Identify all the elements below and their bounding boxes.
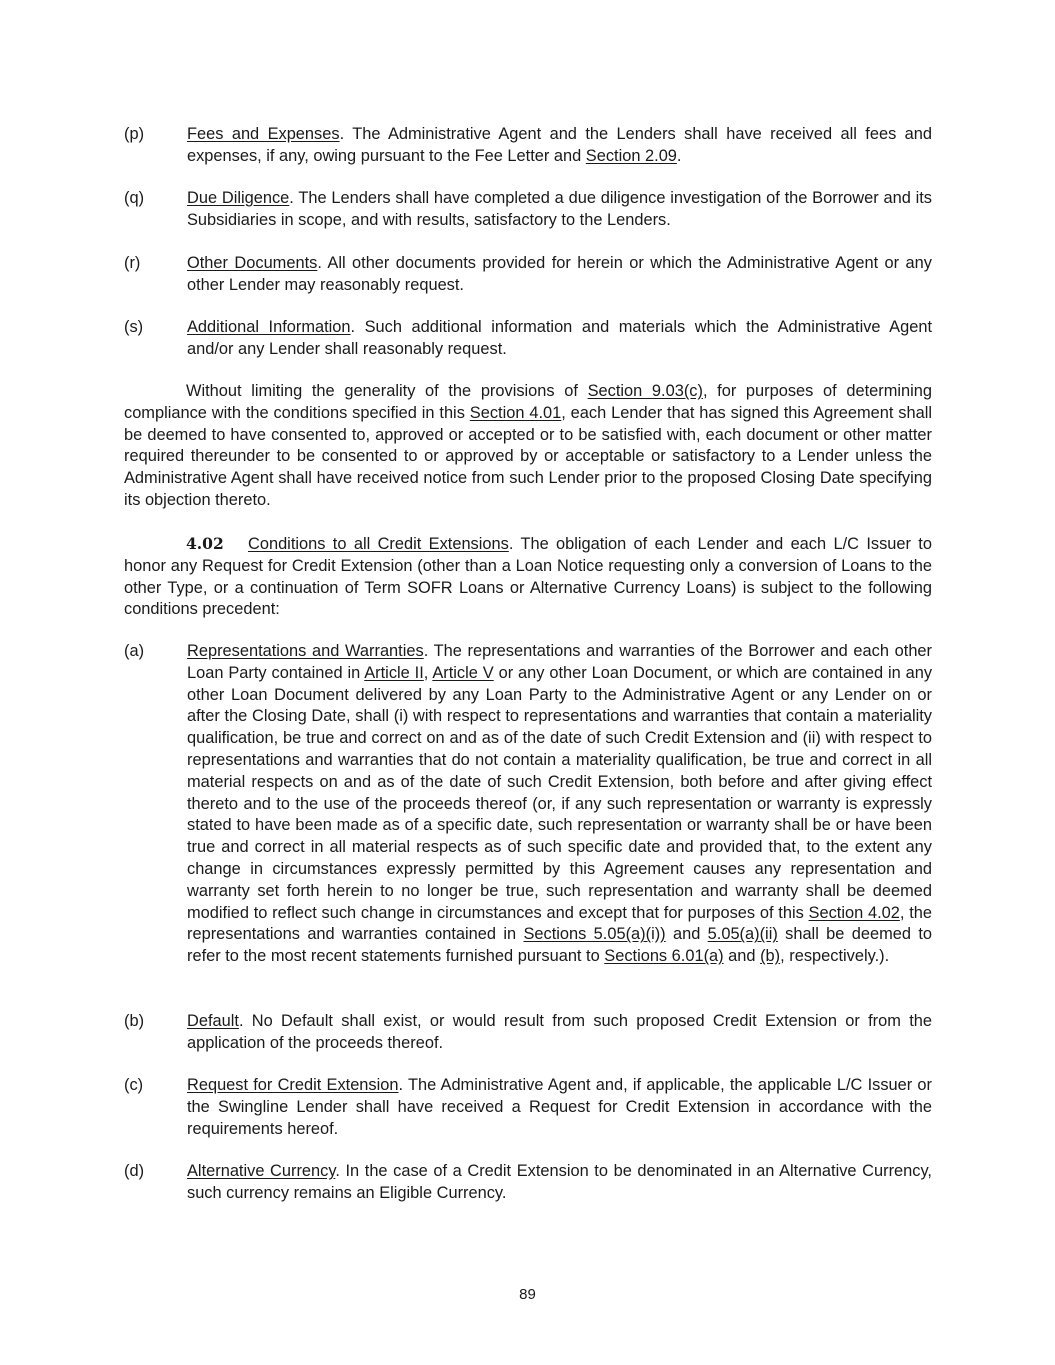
clause-marker: (q) <box>124 189 145 207</box>
section-reference: Section 9.03(c) <box>587 382 703 400</box>
clause-s: (s) Additional Information. Such additional information and materials which the Administrative Agent and/or any Lender shall reasonably request. <box>187 317 932 361</box>
clause-marker: (d) <box>124 1162 145 1180</box>
section-reference: 5.05(a)(ii) <box>707 925 778 944</box>
section-reference: Sections 5.05(a)(i)) <box>523 925 666 944</box>
section-heading: Conditions to all Credit Extensions <box>248 535 509 553</box>
clause-b: (b) Default. No Default shall exist, or would result from such proposed Credit Extension or from the application of the proceeds thereof. <box>187 1011 932 1055</box>
section-reference: (b) <box>760 947 781 966</box>
section-reference: Section 4.02 <box>808 903 900 922</box>
clause-heading: Other Documents <box>187 254 318 272</box>
section-reference: Sections 6.01(a) <box>604 947 724 966</box>
clause-marker: (b) <box>124 1012 145 1030</box>
section-reference: Section 2.09 <box>585 146 677 165</box>
clause-marker: (p) <box>124 125 145 143</box>
page-number: 89 <box>519 1286 536 1303</box>
clause-heading: Alternative Currency <box>187 1162 336 1180</box>
clause-q: (q) Due Diligence. The Lenders shall have completed a due diligence investigation of the Borrower and its Subsidiaries in scope, and with results, satisfactory to the Lenders. <box>187 188 932 232</box>
clause-heading: Fees and Expenses <box>187 125 340 143</box>
section-reference: Article II <box>364 663 424 682</box>
clause-c: (c) Request for Credit Extension. The Administrative Agent and, if applicable, the applicable L/C Issuer or the Swingline Lender shall have received a Request for Credit Extension in accordance with the requirements hereof. <box>187 1075 932 1140</box>
clause-r: (r) Other Documents. All other documents provided for herein or which the Administrative Agent or any other Lender may reasonably request. <box>187 253 932 297</box>
without-limiting-paragraph: Without limiting the generality of the provisions of Section 9.03(c), for purposes of determining compliance with the conditions specified in this Section 4.01, each Lender that has signed this Agreement shall be deemed to have consented to, approved or accepted or to be satisfied with, each document or other matter required thereunder to be consented to or approved by or acceptable or satisfactory to a Lender unless the Administrative Agent shall have received notice from such Lender prior to the proposed Closing Date specifying its objection thereto. <box>124 382 932 509</box>
section-4-02: 4.02 Conditions to all Credit Extensions. The obligation of each Lender and each L/C Issuer to honor any Request for Credit Extension (other than a Loan Notice requesting only a conversion of Loans to the other Type, or a continuation of Term SOFR Loans or Alternative Currency Loans) is subject to the following conditions precedent: <box>124 534 932 619</box>
section-number: 4.02 <box>186 534 224 553</box>
clause-d: (d) Alternative Currency. In the case of a Credit Extension to be denominated in an Alternative Currency, such currency remains an Eligible Currency. <box>187 1161 932 1205</box>
clause-heading: Default <box>187 1012 239 1030</box>
clause-marker: (s) <box>124 318 144 336</box>
clause-p: (p) Fees and Expenses. The Administrative Agent and the Lenders shall have received all fees and expenses, if any, owing pursuant to the Fee Letter and Section 2.09. <box>187 124 932 168</box>
clause-heading: Additional Information <box>187 318 351 336</box>
clause-marker: (r) <box>124 254 141 272</box>
section-reference: Article V <box>432 663 494 682</box>
clause-marker: (c) <box>124 1076 144 1094</box>
section-reference: Section 4.01 <box>469 403 562 422</box>
clause-a: (a) Representations and Warranties. The representations and warranties of the Borrower and each other Loan Party contained in Article II, Article V or any other Loan Document, or which are contained in any other Loan Document delivered by any Loan Party to the Administrative Agent or any Lender on or after the Closing Date, shall (i) with respect to representations and warranties that contain a materiality qualification, be true and correct on and as of the date of such Credit Extension and (ii) with respect to representations and warranties that do not contain a materiality qualification, be true and correct in all material respects on and as of the date of such Credit Extension, both before and after giving effect thereto and to the use of the proceeds thereof (or, if any such representation or warranty is expressly stated to have been made as of a specific date, such representation or warranty shall be or have been true and correct in all material respects as of such specific date and provided that, to the extent any change in circumstances expressly permitted by this Agreement causes any representation and warranty set forth herein to no longer be true, such representation and warranty shall be deemed modified to reflect such change in circumstances and except that for purposes of this Section 4.02, the representations and warranties contained in Sections 5.05(a)(i)) and 5.05(a)(ii) shall be deemed to refer to the most recent statements furnished pursuant to Sections 6.01(a) and (b), respectively.). <box>187 641 932 968</box>
clause-heading: Request for Credit Extension <box>187 1076 399 1094</box>
clause-heading: Representations and Warranties <box>187 642 424 660</box>
clause-marker: (a) <box>124 642 145 660</box>
clause-heading: Due Diligence <box>187 189 290 207</box>
